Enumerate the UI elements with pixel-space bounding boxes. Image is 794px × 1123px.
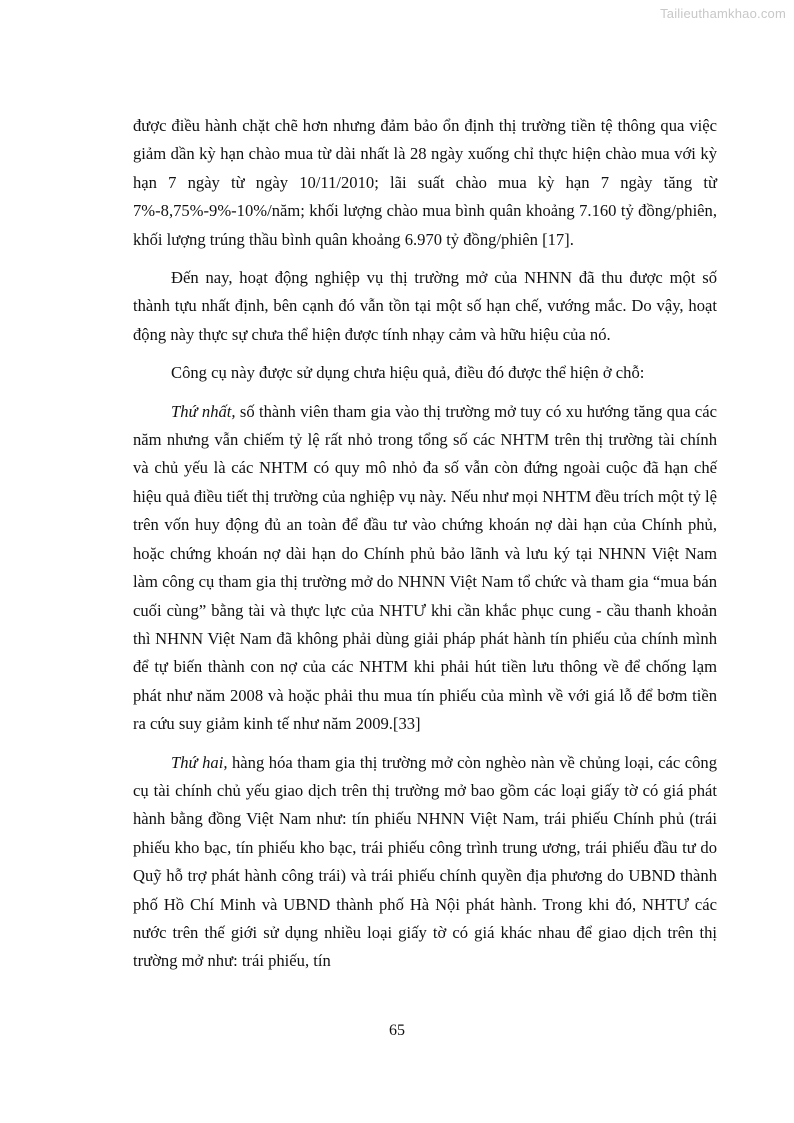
- paragraph-continuation: [133, 112, 717, 254]
- paragraph-first-point: [133, 398, 717, 739]
- paragraph-lead: Thứ hai,: [171, 752, 228, 772]
- document-body: [133, 112, 717, 986]
- watermark: Tailieuthamkhao.com: [660, 6, 786, 21]
- paragraph-second-point: [133, 749, 717, 976]
- paragraph-achievements: [133, 264, 717, 349]
- paragraph-ineffective: [133, 359, 717, 387]
- page-number: 65: [389, 1022, 405, 1039]
- paragraph-lead: Thứ nhất,: [171, 401, 236, 421]
- paragraph-text: số thành viên tham gia vào thị trường mở tuy có xu hướng tăng qua các năm nhưng vẫn chiếm tỷ lệ rất nhỏ trong tổng số các NHTM trên thị trường tài chính và chủ yếu là các NHTM có quy mô nhỏ đa số vẫn còn đứng ngoài cuộc đã hạn chế hiệu quả điều tiết thị trường của nghiệp vụ này. Nếu như mọi NHTM đều trích một tỷ lệ trên vốn huy động đủ an toàn để đầu tư vào chứng khoán nợ dài hạn của Chính phủ, hoặc chứng khoán nợ dài hạn do Chính phủ bảo lãnh và lưu ký tại NHNN Việt Nam làm công cụ tham gia thị trường mở do NHNN Việt Nam tổ chức và tham gia “mua bán cuối cùng” bằng tài và thực lực của NHTƯ khi cần khắc phục cung - cầu thanh khoản thì NHNN Việt Nam đã không phải dùng giải pháp phát hành tín phiếu của chính mình để tự biến thành con nợ của các NHTM khi phải hút tiền lưu thông về để chống lạm phát như năm 2008 và hoặc phải thu mua tín phiếu của mình về với giá lỗ để bơm tiền ra cứu suy giảm kinh tế như năm 2009.[33]: [133, 401, 717, 734]
- paragraph-text: được điều hành chặt chẽ hơn nhưng đảm bảo ổn định thị trường tiền tệ thông qua việc giảm dần kỳ hạn chào mua từ dài nhất là 28 ngày xuống chỉ thực hiện chào mua với kỳ hạn 7 ngày từ ngày 10/11/2010; lãi suất chào mua kỳ hạn 7 ngày tăng từ 7%-8,75%-9%-10%/năm; khối lượng chào mua bình quân khoảng 7.160 tỷ đồng/phiên, khối lượng trúng thầu bình quân khoảng 6.970 tỷ đồng/phiên [17].: [133, 116, 717, 249]
- paragraph-text: Đến nay, hoạt động nghiệp vụ thị trường mở của NHNN đã thu được một số thành tựu nhất định, bên cạnh đó vẫn tồn tại một số hạn chế, vướng mắc. Do vậy, hoạt động này thực sự chưa thể hiện được tính nhạy cảm và hữu hiệu của nó.: [133, 268, 717, 344]
- paragraph-text: Công cụ này được sử dụng chưa hiệu quả, điều đó được thể hiện ở chỗ:: [171, 363, 645, 383]
- paragraph-text: hàng hóa tham gia thị trường mở còn nghèo nàn về chủng loại, các công cụ tài chính chủ yếu giao dịch trên thị trường mở bao gồm các loại giấy tờ có giá phát hành bằng đồng Việt Nam như: tín phiếu NHNN Việt Nam, trái phiếu Chính phủ (trái phiếu kho bạc, tín phiếu kho bạc, trái phiếu công trình trung ương, trái phiếu đầu tư do Quỹ hỗ trợ phát hành công trái) và trái phiếu chính quyền địa phương do UBND thành phố Hồ Chí Minh và UBND thành phố Hà Nội phát hành. Trong khi đó, NHTƯ các nước trên thế giới sử dụng nhiều loại giấy tờ có giá khác nhau để giao dịch trên thị trường mở như: trái phiếu, tín: [133, 752, 717, 971]
